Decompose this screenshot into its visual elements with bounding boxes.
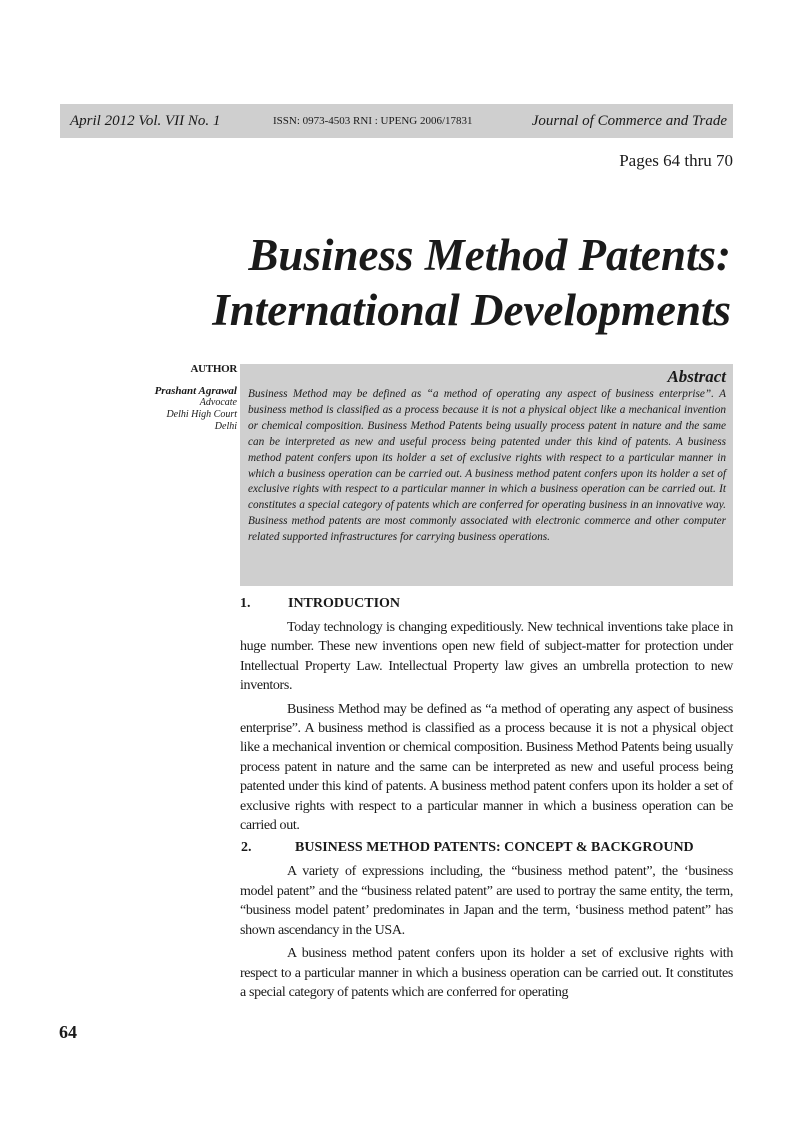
paragraph: A variety of expressions including, the “business method patent”, the ‘business model patent” and the “business related patent” are used to portray the same entity, the term, “business model patent’ predominates in Japan and the term, ‘business method patent” has shown ascendancy in the USA. [240, 864, 733, 938]
section-number: 1. [240, 596, 251, 611]
issue-info: April 2012 Vol. VII No. 1 [70, 113, 221, 129]
section-title: INTRODUCTION [288, 596, 401, 611]
body-text [240, 592, 733, 1006]
paper-title [111, 228, 731, 338]
abstract-title: Abstract [667, 367, 726, 386]
issn-rni: ISSN: 0973-4503 RNI : UPENG 2006/17831 [273, 115, 473, 127]
abstract-text: Business Method may be defined as “a method of operating any aspect of business enterprise”. A business method is classified as a process because it is not a physical object like a mechanical invention or chemical composition. Business Method Patents being usually process patent in nature and the same can be interpreted as new and useful process being patented under this kind of patents. A business method patent confers upon its holder a set of exclusive rights with respect to a particular manner in which a business operation can be carried out. A business method patent confers upon its holder a set of exclusive rights with respect to a particular manner in which a business operation can be carried out. It constitutes a special category of patents which are conferred for operating business in an innovative way. Business method patents are most commonly associated with electronic commerce and other computer related supported infrastructures for carrying business operations. [248, 388, 726, 544]
author-city: Delhi [214, 421, 237, 432]
author-court: Delhi High Court [166, 409, 237, 420]
section-heading-1 [240, 595, 733, 613]
author-heading: AUTHOR [190, 363, 237, 375]
author-name: Prashant Agrawal [154, 385, 237, 397]
title-line-2: International Developments [212, 285, 731, 335]
page-number: 64 [59, 1022, 77, 1042]
running-header [60, 104, 733, 138]
author-block [120, 363, 237, 433]
paragraph: Today technology is changing expeditiously. New technical inventions take place in huge number. These new inventions open new field of subject-matter for protection under Intellectual Property Law. Intellectual Property law gives an umbrella protection to new inventors. [240, 620, 733, 694]
author-role: Advocate [199, 397, 237, 408]
section-title: BUSINESS METHOD PATENTS: CONCEPT & BACKGROUND [295, 840, 694, 856]
title-line-1: Business Method Patents: [248, 230, 731, 280]
paragraph: Business Method may be defined as “a method of operating any aspect of business enterprise”. A business method is classified as a process because it is not a physical object like a mechanical invention or chemical composition. Business Method Patents being usually process patent in nature and the same can be interpreted as new and useful process being patented under this kind of patents. A business method patent confers upon its holder a set of exclusive rights with respect to a particular manner in which a business operation can be carried out. [240, 701, 733, 834]
paragraph: A business method patent confers upon its holder a set of exclusive rights with respect to a particular manner in which a business operation can be carried out. It constitutes a special category of patents which are conferred for operating [240, 946, 733, 1000]
section-number: 2. [241, 840, 252, 856]
journal-name: Journal of Commerce and Trade [531, 113, 727, 129]
abstract-box [240, 364, 733, 586]
page-range: Pages 64 thru 70 [619, 151, 733, 170]
section-heading-2 [240, 839, 733, 857]
